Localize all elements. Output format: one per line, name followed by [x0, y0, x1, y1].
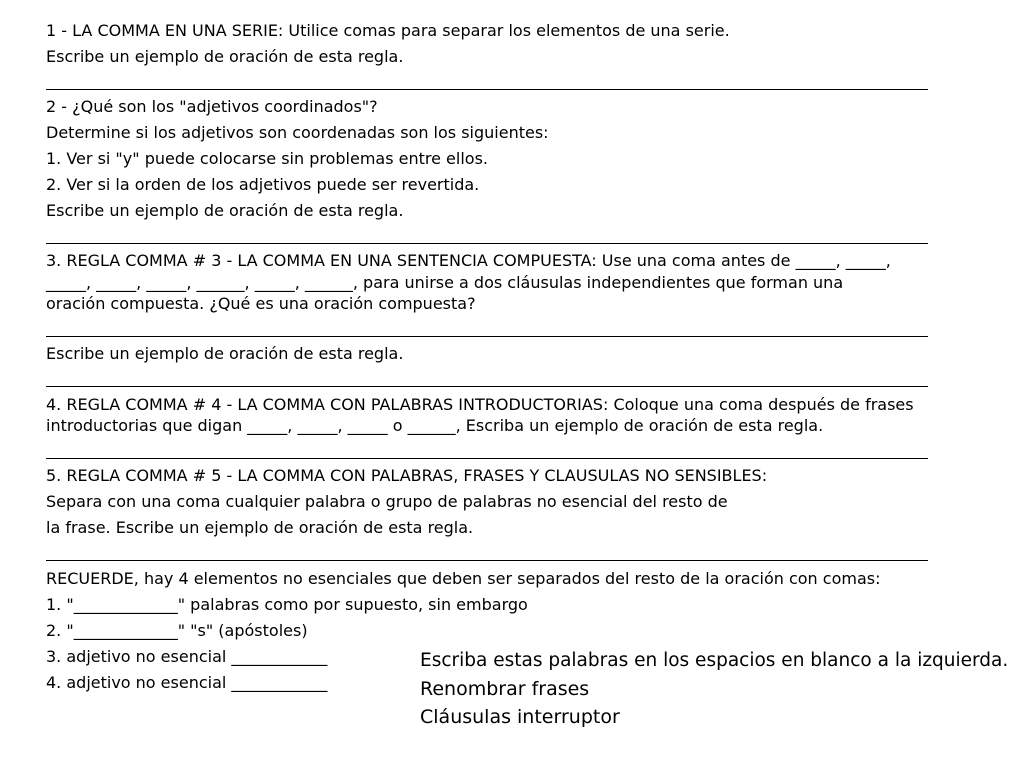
answer-line-1 — [46, 89, 928, 90]
rule-3-blanks: _____, _____, _____, ______, _____, ______, para unirse a dos cláusulas independientes que forman una — [46, 273, 844, 292]
rule-1-prompt: Escribe un ejemplo de oración de esta regla. — [46, 47, 404, 66]
rule-5-heading: 5. REGLA COMMA # 5 - LA COMMA CON PALABRAS, FRASES Y CLAUSULAS NO SENSIBLES: — [46, 466, 768, 485]
answer-line-6 — [46, 560, 928, 561]
answer-line-3 — [46, 336, 928, 337]
answer-line-2 — [46, 243, 928, 244]
rule-2-prompt: Escribe un ejemplo de oración de esta regla. — [46, 201, 404, 220]
answer-line-4 — [46, 386, 928, 387]
rule-2-step-1: 1. Ver si "y" puede colocarse sin problemas entre ellos. — [46, 149, 488, 168]
answer-line-5 — [46, 458, 928, 459]
reminder-item-2: 2. "_____________" "s" (apóstoles) — [46, 621, 308, 640]
rule-2-instructions: Determine si los adjetivos son coordenadas son los siguientes: — [46, 123, 549, 142]
reminder-item-4: 4. adjetivo no esencial ____________ — [46, 673, 328, 692]
reminder-heading: RECUERDE, hay 4 elementos no esenciales que deben ser separados del resto de la oración con comas: — [46, 569, 881, 588]
rule-3-heading: 3. REGLA COMMA # 3 - LA COMMA EN UNA SENTENCIA COMPUESTA: Use una coma antes de _____, _____, — [46, 251, 891, 270]
word-bank-item-2: Cláusulas interruptor — [420, 706, 620, 728]
rule-3-prompt: Escribe un ejemplo de oración de esta regla. — [46, 344, 404, 363]
rule-2-step-2: 2. Ver si la orden de los adjetivos puede ser revertida. — [46, 175, 480, 194]
rule-5-text-1: Separa con una coma cualquier palabra o grupo de palabras no esencial del resto de — [46, 492, 728, 511]
word-bank-instruction: Escriba estas palabras en los espacios en blanco a la izquierda. — [420, 650, 1009, 671]
rule-3-question: oración compuesta. ¿Qué es una oración compuesta? — [46, 294, 476, 313]
reminder-item-3: 3. adjetivo no esencial ____________ — [46, 647, 328, 666]
rule-4-heading: 4. REGLA COMMA # 4 - LA COMMA CON PALABRAS INTRODUCTORIAS: Coloque una coma después de frases — [46, 395, 914, 414]
word-bank-item-1: Renombrar frases — [420, 678, 590, 700]
rule-5-text-2: la frase. Escribe un ejemplo de oración de esta regla. — [46, 518, 474, 537]
rule-2-heading: 2 - ¿Qué son los "adjetivos coordinados"? — [46, 97, 378, 116]
rule-4-blanks: introductorias que digan _____, _____, _____ o ______, Escriba un ejemplo de oración de esta regla. — [46, 416, 824, 435]
reminder-item-1: 1. "_____________" palabras como por supuesto, sin embargo — [46, 595, 528, 614]
rule-1-heading: 1 - LA COMMA EN UNA SERIE: Utilice comas para separar los elementos de una serie. — [46, 21, 730, 40]
